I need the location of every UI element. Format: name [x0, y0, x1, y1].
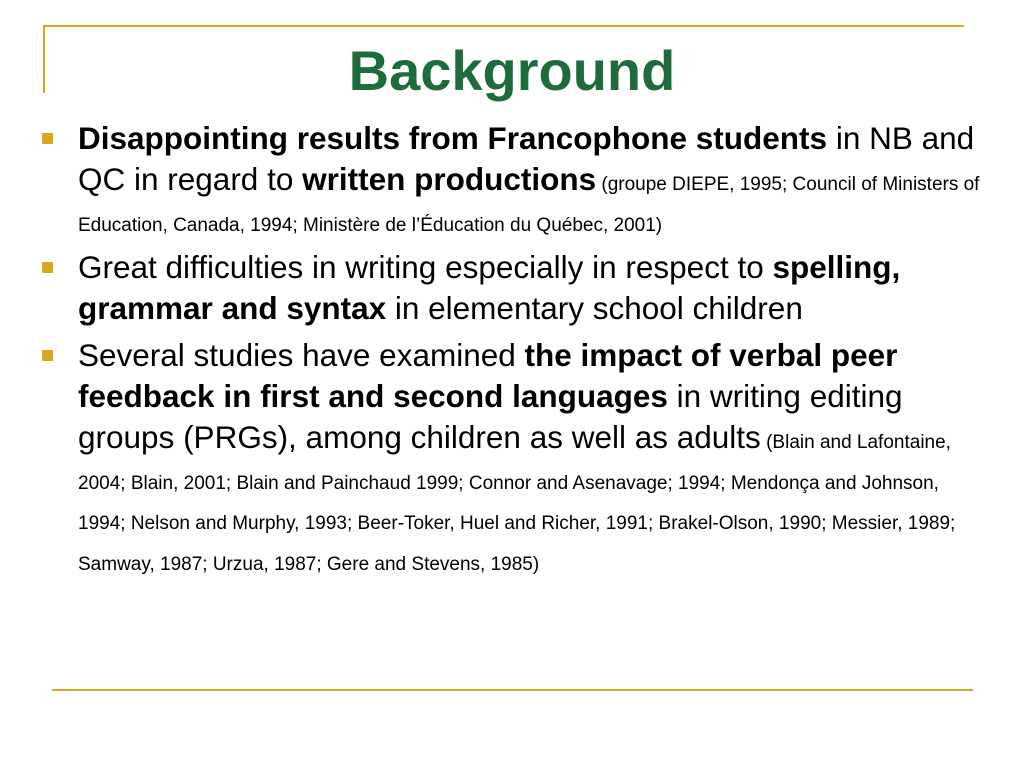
bullet-item-1: [38, 118, 988, 241]
bullet-1-bold-2: written productions: [302, 160, 597, 197]
square-bullet-icon: [42, 133, 53, 144]
bullet-3-bold-1: the impact of verbal peer feedback in first and second languages: [78, 336, 898, 414]
bullet-list: [38, 118, 988, 586]
bullet-1-citation: (groupe DIEPE, 1995; Council of Ministers of Education, Canada, 1994; Ministère de l’Éducation du Québec, 2001): [78, 173, 980, 236]
bullet-item-3: [38, 335, 988, 581]
bullet-1-text-1: in NB and QC in regard to: [78, 120, 975, 197]
square-bullet-icon: [42, 262, 53, 273]
frame-bottom-line: [52, 689, 973, 691]
bullet-3-text-2: in writing editing groups (PRGs), among children as well as adults: [78, 377, 903, 455]
frame-top-line: [43, 25, 964, 27]
bullet-2-text-1: Great difficulties in writing especially in respect to: [78, 248, 773, 285]
bullet-2-text-2: in elementary school children: [386, 289, 803, 326]
bullet-3-text-1: Several studies have examined: [78, 336, 525, 373]
square-bullet-icon: [42, 350, 53, 361]
slide-title: Background: [348, 39, 676, 102]
bullet-item-2: [38, 247, 988, 329]
bullet-2-bold-1: spelling, grammar and syntax: [78, 248, 901, 326]
bullet-1-bold-1: Disappointing results from Francophone students: [78, 120, 828, 156]
bullet-3-citation: (Blain and Lafontaine, 2004; Blain, 2001; Blain and Painchaud 1999; Connor and Asenavage; 1994; Mendonça and Johnson, 1994; Nelson and Murphy, 1993; Beer-Toker, Huel and Richer, 1991; Brakel-Olson, 1990; Messier, 1989; Samway, 1987; Urzua, 1987; Gere and Stevens, 1985): [78, 431, 956, 576]
